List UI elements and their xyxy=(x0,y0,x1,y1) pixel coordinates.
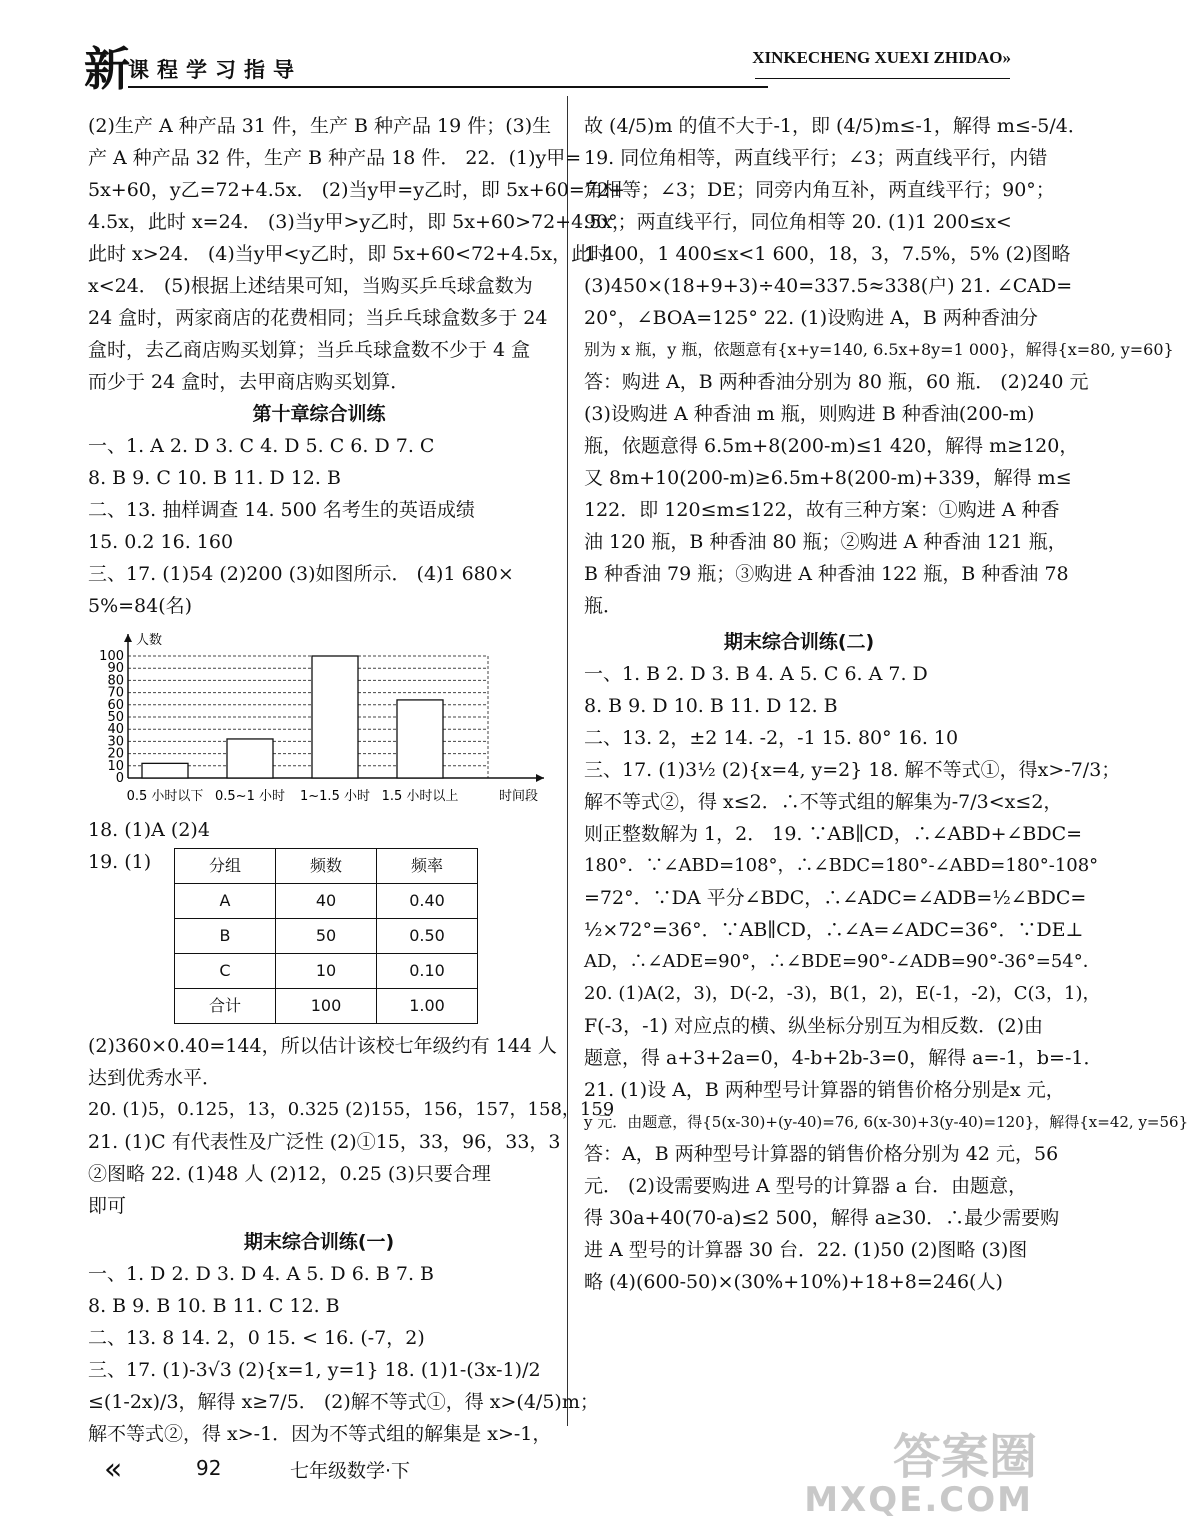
text-line: 又 8m+10(200-m)≥6.5m+8(200-m)+339，解得 m≤ xyxy=(584,467,1072,489)
text-line: 90°；两直线平行，同位角相等 20. (1)1 200≤x< xyxy=(584,211,1012,233)
text-line: 21. (1)设 A，B 两种型号计算器的销售价格分别是x 元， xyxy=(584,1079,1065,1101)
text-line: 答：购进 A，B 两种香油分别为 80 瓶，60 瓶． (2)240 元 xyxy=(584,371,1089,393)
text-line: (2)360×0.40=144，所以估计该校七年级约有 144 人 xyxy=(88,1035,557,1057)
text-line: ≤(1-2x)/3，解得 x≥7/5． (2)解不等式①，得 x>(4/5)m； xyxy=(88,1391,599,1413)
text-line: 盒时，去乙商店购买划算；当乒乓球盒数不少于 4 盒 xyxy=(88,339,531,361)
text-line: AD，∴∠ADE=90°，∴∠BDE=90°-∠ADB=90°-36°=54°． xyxy=(584,951,1101,972)
text-line: (3)450×(18+9+3)÷40=337.5≈338(户) 21. ∠CAD= xyxy=(584,275,1073,297)
table-row xyxy=(175,989,478,1024)
text-line: =72°．∵DA 平分∠BDC，∴∠ADC=∠ADB=½∠BDC= xyxy=(584,887,1087,909)
text-line: 故 (4/5)m 的值不大于-1，即 (4/5)m≤-1，解得 m≤-5/4． xyxy=(584,115,1087,137)
x-axis-label: 时间段 xyxy=(498,789,538,804)
text-line: 15. 0.2 16. 160 xyxy=(88,531,234,553)
text-line: 得 30a+40(70-a)≤2 500，解得 a≥30．∴最少需要购 xyxy=(584,1207,1060,1229)
text-line: F(-3，-1) 对应点的横、纵坐标分别互为相反数．(2)由 xyxy=(584,1015,1043,1037)
text-line: 油 120 瓶，B 种香油 80 瓶；②购进 A 种香油 121 瓶， xyxy=(584,531,1067,553)
y-tick-label: 100 xyxy=(99,649,124,664)
table-cell: 0.10 xyxy=(377,954,478,989)
text-line: 略 (4)(600-50)×(30%+10%)+18+8=246(人) xyxy=(584,1271,1003,1293)
text-line: (2)生产 A 种产品 31 件，生产 B 种产品 19 件；(3)生 xyxy=(88,115,552,137)
text-line: 一、1. B 2. D 3. B 4. A 5. C 6. A 7. D xyxy=(584,663,928,685)
text-line: 达到优秀水平． xyxy=(88,1067,222,1089)
text-line: x<24． (5)根据上述结果可知，当购买乒乓球盒数为 xyxy=(88,275,533,297)
y-tick-label: 0 xyxy=(115,771,124,786)
right-column xyxy=(584,110,1188,1298)
text-line: 19. 同位角相等，两直线平行；∠3；两直线平行，内错 xyxy=(584,147,1048,169)
text-line: 二、13. 抽样调查 14. 500 名考生的英语成绩 xyxy=(88,499,475,521)
table-cell: 0.40 xyxy=(377,884,478,919)
table-cell: 40 xyxy=(276,884,377,919)
x-tick-label: 0.5~1 小时 xyxy=(215,789,285,804)
text-line: 瓶，依题意得 6.5m+8(200-m)≤1 420，解得 m≥120， xyxy=(584,435,1079,457)
text-line: 8. B 9. C 10. B 11. D 12. B xyxy=(88,467,341,489)
page-number: 92 xyxy=(196,1456,222,1480)
text-line: 20°，∠BOA=125° 22. (1)设购进 A，B 两种香油分 xyxy=(584,307,1038,329)
header-english: XINKECHENG XUEXI ZHIDAO» xyxy=(752,48,1011,67)
table-header-cell: 频数 xyxy=(276,849,377,884)
text-line: 4.5x，此时 x=24． (3)当y甲>y乙时，即 5x+60>72+4.5x， xyxy=(88,211,632,233)
y-tick-label: 50 xyxy=(107,710,124,725)
text-line: 题意，得 a+3+2a=0，4-b+2b-3=0，解得 a=-1，b=-1． xyxy=(584,1047,1103,1069)
text-line: 即可 xyxy=(88,1195,127,1217)
text-line: 一、1. A 2. D 3. C 4. D 5. C 6. D 7. C xyxy=(88,435,435,457)
text-line: ½×72°=36°．∵AB∥CD，∴∠A=∠ADC=36°．∵DE⊥ xyxy=(584,919,1084,941)
text-line: 122．即 120≤m≤122，故有三种方案：①购进 A 种香 xyxy=(584,499,1060,521)
text-line: 三、17. (1)3½ (2){x=4, y=2} 18. 解不等式①，得x>-7/3； xyxy=(584,759,1121,781)
q19-label: 19. (1) xyxy=(88,851,152,873)
text-line: 解不等式②，得 x≤2．∴不等式组的解集为-7/3<x≤2， xyxy=(584,791,1063,813)
text-line: 18. (1)A (2)4 xyxy=(88,819,210,841)
table-header-cell: 分组 xyxy=(175,849,276,884)
y-tick-label: 70 xyxy=(107,685,124,701)
text-line: 解不等式②，得 x>-1．因为不等式组的解集是 x>-1， xyxy=(88,1423,552,1445)
y-tick-label: 20 xyxy=(107,746,124,762)
bar xyxy=(227,739,273,778)
header-title: 课程学习指导 xyxy=(128,58,302,82)
header-rule xyxy=(128,86,768,88)
q19-label-row xyxy=(88,846,550,878)
column-divider xyxy=(567,96,568,1426)
text-line: B 种香油 79 瓶；③购进 A 种香油 122 瓶，B 种香油 78 xyxy=(584,563,1069,585)
text-line: 此时 x>24． (4)当y甲<y乙时，即 5x+60<72+4.5x，此时 xyxy=(88,243,610,265)
text-line: 1 400，1 400≤x<1 600，18，3，7.5%，5% (2)图略 xyxy=(584,243,1071,265)
text-line: 24 盒时，两家商店的花费相同；当乒乓球盒数多于 24 xyxy=(88,307,548,329)
text-line: 答：A，B 两种型号计算器的销售价格分别为 42 元，56 xyxy=(584,1143,1059,1165)
y-tick-label: 10 xyxy=(107,758,124,774)
bar xyxy=(397,700,443,778)
table-cell: C xyxy=(175,954,276,989)
watermark-logo: 答案圈 xyxy=(892,1429,1037,1485)
text-line: 8. B 9. D 10. B 11. D 12. B xyxy=(584,695,838,717)
bar xyxy=(142,763,188,778)
text-line: 角相等；∠3；DE；同旁内角互补，两直线平行；90°； xyxy=(584,179,1055,201)
table-cell: 1.00 xyxy=(377,989,478,1024)
text-line: (3)设购进 A 种香油 m 瓶，则购进 B 种香油(200-m) xyxy=(584,403,1035,425)
section-title-final1: 期末综合训练(一) xyxy=(243,1231,395,1253)
text-line: 180°．∵∠ABD=108°，∴∠BDC=180°-∠ABD=180°-108° xyxy=(584,855,1099,876)
y-tick-label: 30 xyxy=(107,734,124,750)
text-line: 则正整数解为 1，2． 19. ∵AB∥CD，∴∠ABD+∠BDC= xyxy=(584,823,1083,845)
table-cell: 合计 xyxy=(175,989,276,1024)
header-rule-right xyxy=(755,78,1010,79)
double-chevron-icon: » xyxy=(1002,48,1011,67)
y-tick-label: 40 xyxy=(107,722,124,738)
table-row xyxy=(175,919,478,954)
table-cell: B xyxy=(175,919,276,954)
text-line: 三、17. (1)-3√3 (2){x=1, y=1} 18. (1)1-(3x-1)/2 xyxy=(88,1359,541,1381)
watermark-url: MXQE.COM xyxy=(804,1480,1033,1520)
x-tick-label: 0.5 小时以下 xyxy=(126,789,204,804)
text-line: 元． (2)设需要购进 A 型号的计算器 a 台．由题意， xyxy=(584,1175,1028,1197)
text-line: 三、17. (1)54 (2)200 (3)如图所示． (4)1 680× xyxy=(88,563,514,585)
y-tick-label: 90 xyxy=(107,661,124,677)
text-line: 5%=84(名) xyxy=(88,595,193,617)
x-tick-label: 1.5 小时以上 xyxy=(381,789,459,804)
bar xyxy=(312,656,358,778)
left-top-block xyxy=(88,110,632,398)
double-chevron-left-icon: « xyxy=(104,1452,123,1487)
bar-chart xyxy=(88,628,550,808)
table-cell: 10 xyxy=(276,954,377,989)
table-cell: 0.50 xyxy=(377,919,478,954)
text-line: 二、13. 2，±2 14. -2，-1 15. 80° 16. 10 xyxy=(584,727,959,749)
table-row xyxy=(175,884,478,919)
section-title-ch10: 第十章综合训练 xyxy=(252,403,386,425)
x-tick-label: 1~1.5 小时 xyxy=(300,789,370,804)
table-header-cell: 频率 xyxy=(377,849,478,884)
y-tick-label: 80 xyxy=(107,673,124,689)
text-line: 瓶． xyxy=(584,595,623,617)
left-column xyxy=(88,110,632,1450)
bar-chart-svg xyxy=(88,628,550,808)
text-line: 进 A 型号的计算器 30 台．22. (1)50 (2)图略 (3)图 xyxy=(584,1239,1028,1261)
text-line: ②图略 22. (1)48 人 (2)12，0.25 (3)只要合理 xyxy=(88,1163,491,1185)
text-line: y 元．由题意，得{5(x-30)+(y-40)=76, 6(x-30)+3(y-40)=120}，解得{x=42, y=56} xyxy=(584,1113,1188,1131)
text-line: 二、13. 8 14. 2，0 15. < 16. (-7，2) xyxy=(88,1327,425,1349)
book-grade: 七年级数学·下 xyxy=(290,1460,411,1482)
text-line: 5x+60，y乙=72+4.5x． (2)当y甲=y乙时，即 5x+60=72+ xyxy=(88,179,625,201)
table-cell: A xyxy=(175,884,276,919)
text-line: 产 A 种产品 32 件，生产 B 种产品 18 件． 22．(1)y甲= xyxy=(88,147,582,169)
text-line: 一、1. D 2. D 3. D 4. A 5. D 6. B 7. B xyxy=(88,1263,434,1285)
x-axis-arrow xyxy=(536,774,544,782)
text-line: 别为 x 瓶，y 瓶，依题意有{x+y=140, 6.5x+8y=1 000}，解得{x=80, y=60} xyxy=(584,340,1174,359)
text-line: 20. (1)A(2，3)，D(-2，-3)，B(1，2)，E(-1，-2)，C(3，1)， xyxy=(584,983,1101,1004)
section-title-final2: 期末综合训练(二) xyxy=(723,631,875,653)
y-axis-label: 人数 xyxy=(136,633,163,648)
text-line: 20. (1)5，0.125，13，0.325 (2)155，156，157，158，159 xyxy=(88,1099,615,1120)
text-line: 8. B 9. B 10. B 11. C 12. B xyxy=(88,1295,340,1317)
text-line: 21. (1)C 有代表性及广泛性 (2)①15，33，96，33，3 xyxy=(88,1131,561,1153)
table-row xyxy=(175,954,478,989)
y-axis-arrow xyxy=(124,634,132,642)
table-cell: 100 xyxy=(276,989,377,1024)
y-tick-label: 60 xyxy=(107,697,124,713)
table-cell: 50 xyxy=(276,919,377,954)
logo-char: 新 xyxy=(84,42,130,96)
text-line: 而少于 24 盒时，去甲商店购买划算． xyxy=(88,371,410,393)
